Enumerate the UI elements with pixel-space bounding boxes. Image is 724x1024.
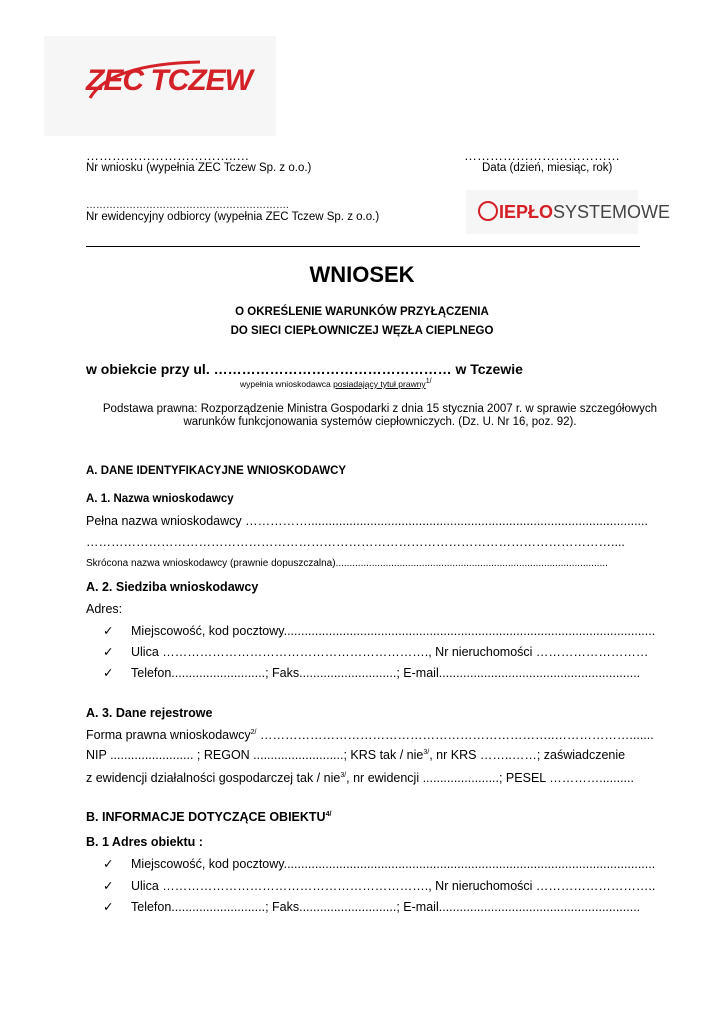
subtitle-line1: O OKREŚLENIE WARUNKÓW PRZYŁĄCZENIA <box>235 306 489 318</box>
check-icon: ✓ <box>103 857 114 871</box>
a1-dots-line[interactable]: ……………………………………………………………………………………………………………….... <box>86 535 625 549</box>
data-dots: ……………………………… <box>464 148 620 163</box>
a2-city-field[interactable]: ✓ Miejscowość, kod pocztowy........................................................................................................... <box>103 624 656 638</box>
check-icon: ✓ <box>103 666 114 680</box>
check-icon: ✓ <box>103 879 114 893</box>
divider <box>86 246 640 247</box>
b1-city-field[interactable]: ✓ Miejscowość, kod pocztowy........................................................................................................... <box>103 857 656 871</box>
a3-ewidencja-line[interactable]: z ewidencji działalności gospodarczej tak / nie$^{3/}$, nr ewidencji ......................; PESEL ………….......... <box>86 771 634 785</box>
cieplo-c-icon <box>478 201 498 221</box>
page-title: WNIOSEK <box>309 262 415 287</box>
a2-heading: A. 2. Siedziba wnioskodawcy <box>86 580 259 594</box>
a1-full-name-field[interactable]: Pełna nazwa wnioskodawcy …………….................................................................................................. <box>86 514 648 528</box>
b1-street-field[interactable]: ✓ Ulica ………………………………………………………., Nr nieruchomości ……………………….. <box>103 879 656 893</box>
a3-heading: A. 3. Dane rejestrowe <box>86 706 213 720</box>
zec-logo-swoosh-icon <box>80 58 250 108</box>
check-icon: ✓ <box>103 624 114 638</box>
check-icon: ✓ <box>103 900 114 914</box>
object-street-line: w obiekcie przy ul. …………………………………………… w Tczewie <box>86 361 523 377</box>
b1-phone-field[interactable]: ✓ Telefon...........................; Faks............................; E-mail.......................................................... <box>103 900 641 914</box>
data-label: Data (dzień, miesiąc, rok) <box>482 162 613 174</box>
nr-ewidencyjny-label: Nr ewidencyjny odbiorcy (wypełnia ZEC Tczew Sp. z o.o.) <box>86 211 380 223</box>
b1-heading: B. 1 Adres obiektu : <box>86 835 203 849</box>
a1-heading: A. 1. Nazwa wnioskodawcy <box>86 493 234 505</box>
cieplo-logo: IEPŁOSYSTEMOWE <box>478 201 670 223</box>
section-b-heading: B. INFORMACJE DOTYCZĄCE $OBIEKTU^{4/}$ <box>86 810 332 824</box>
object-note: wypełnia wnioskodawca posiadający tytuł prawny$^{1/}$ <box>240 378 432 389</box>
check-icon: ✓ <box>103 645 114 659</box>
legal-basis-line2: warunków funkcjonowania systemów ciepłowniczych. (Dz. U. Nr 16, poz. 92). <box>183 416 577 428</box>
a2-address-label: Adres: <box>86 602 123 616</box>
a1-short-name-field[interactable]: Skrócona nazwa wnioskodawcy (prawnie dopuszczalna).................................................................................................. <box>86 558 608 569</box>
a3-nip-line[interactable]: NIP ........................ ; REGON ..........................; KRS tak / nie$^{3/}$, nr KRS ……..……; zaświadczenie <box>86 748 626 762</box>
nr-wniosku-dots: ……………………………..… <box>86 148 250 163</box>
a2-street-field[interactable]: ✓ Ulica ………………………………………………………., Nr nieruchomości ……………………… <box>103 645 649 659</box>
section-a-heading: A. DANE IDENTYFIKACYJNE WNIOSKODAWCY <box>86 465 347 477</box>
subtitle-line2: DO SIECI CIEPŁOWNICZEJ WĘZŁA CIEPLNEGO <box>230 325 494 337</box>
legal-basis-line1: Podstawa prawna: Rozporządzenie Ministra Gospodarki z dnia 15 stycznia 2007 r. w sprawie szczegółowych <box>102 403 658 415</box>
zec-logo: ZEC TCZEW <box>86 64 252 97</box>
nr-ewidencyjny-dots: ……………………………………………………. <box>86 200 289 211</box>
a3-legal-form-field[interactable]: Forma prawna wnioskodawcy$^{2/}$ ……………………………………………………………..………………....... <box>86 728 654 742</box>
nr-wniosku-label: Nr wniosku (wypełnia ZEC Tczew Sp. z o.o.) <box>86 162 312 174</box>
a2-phone-field[interactable]: ✓ Telefon...........................; Faks............................; E-mail.......................................................... <box>103 666 641 680</box>
